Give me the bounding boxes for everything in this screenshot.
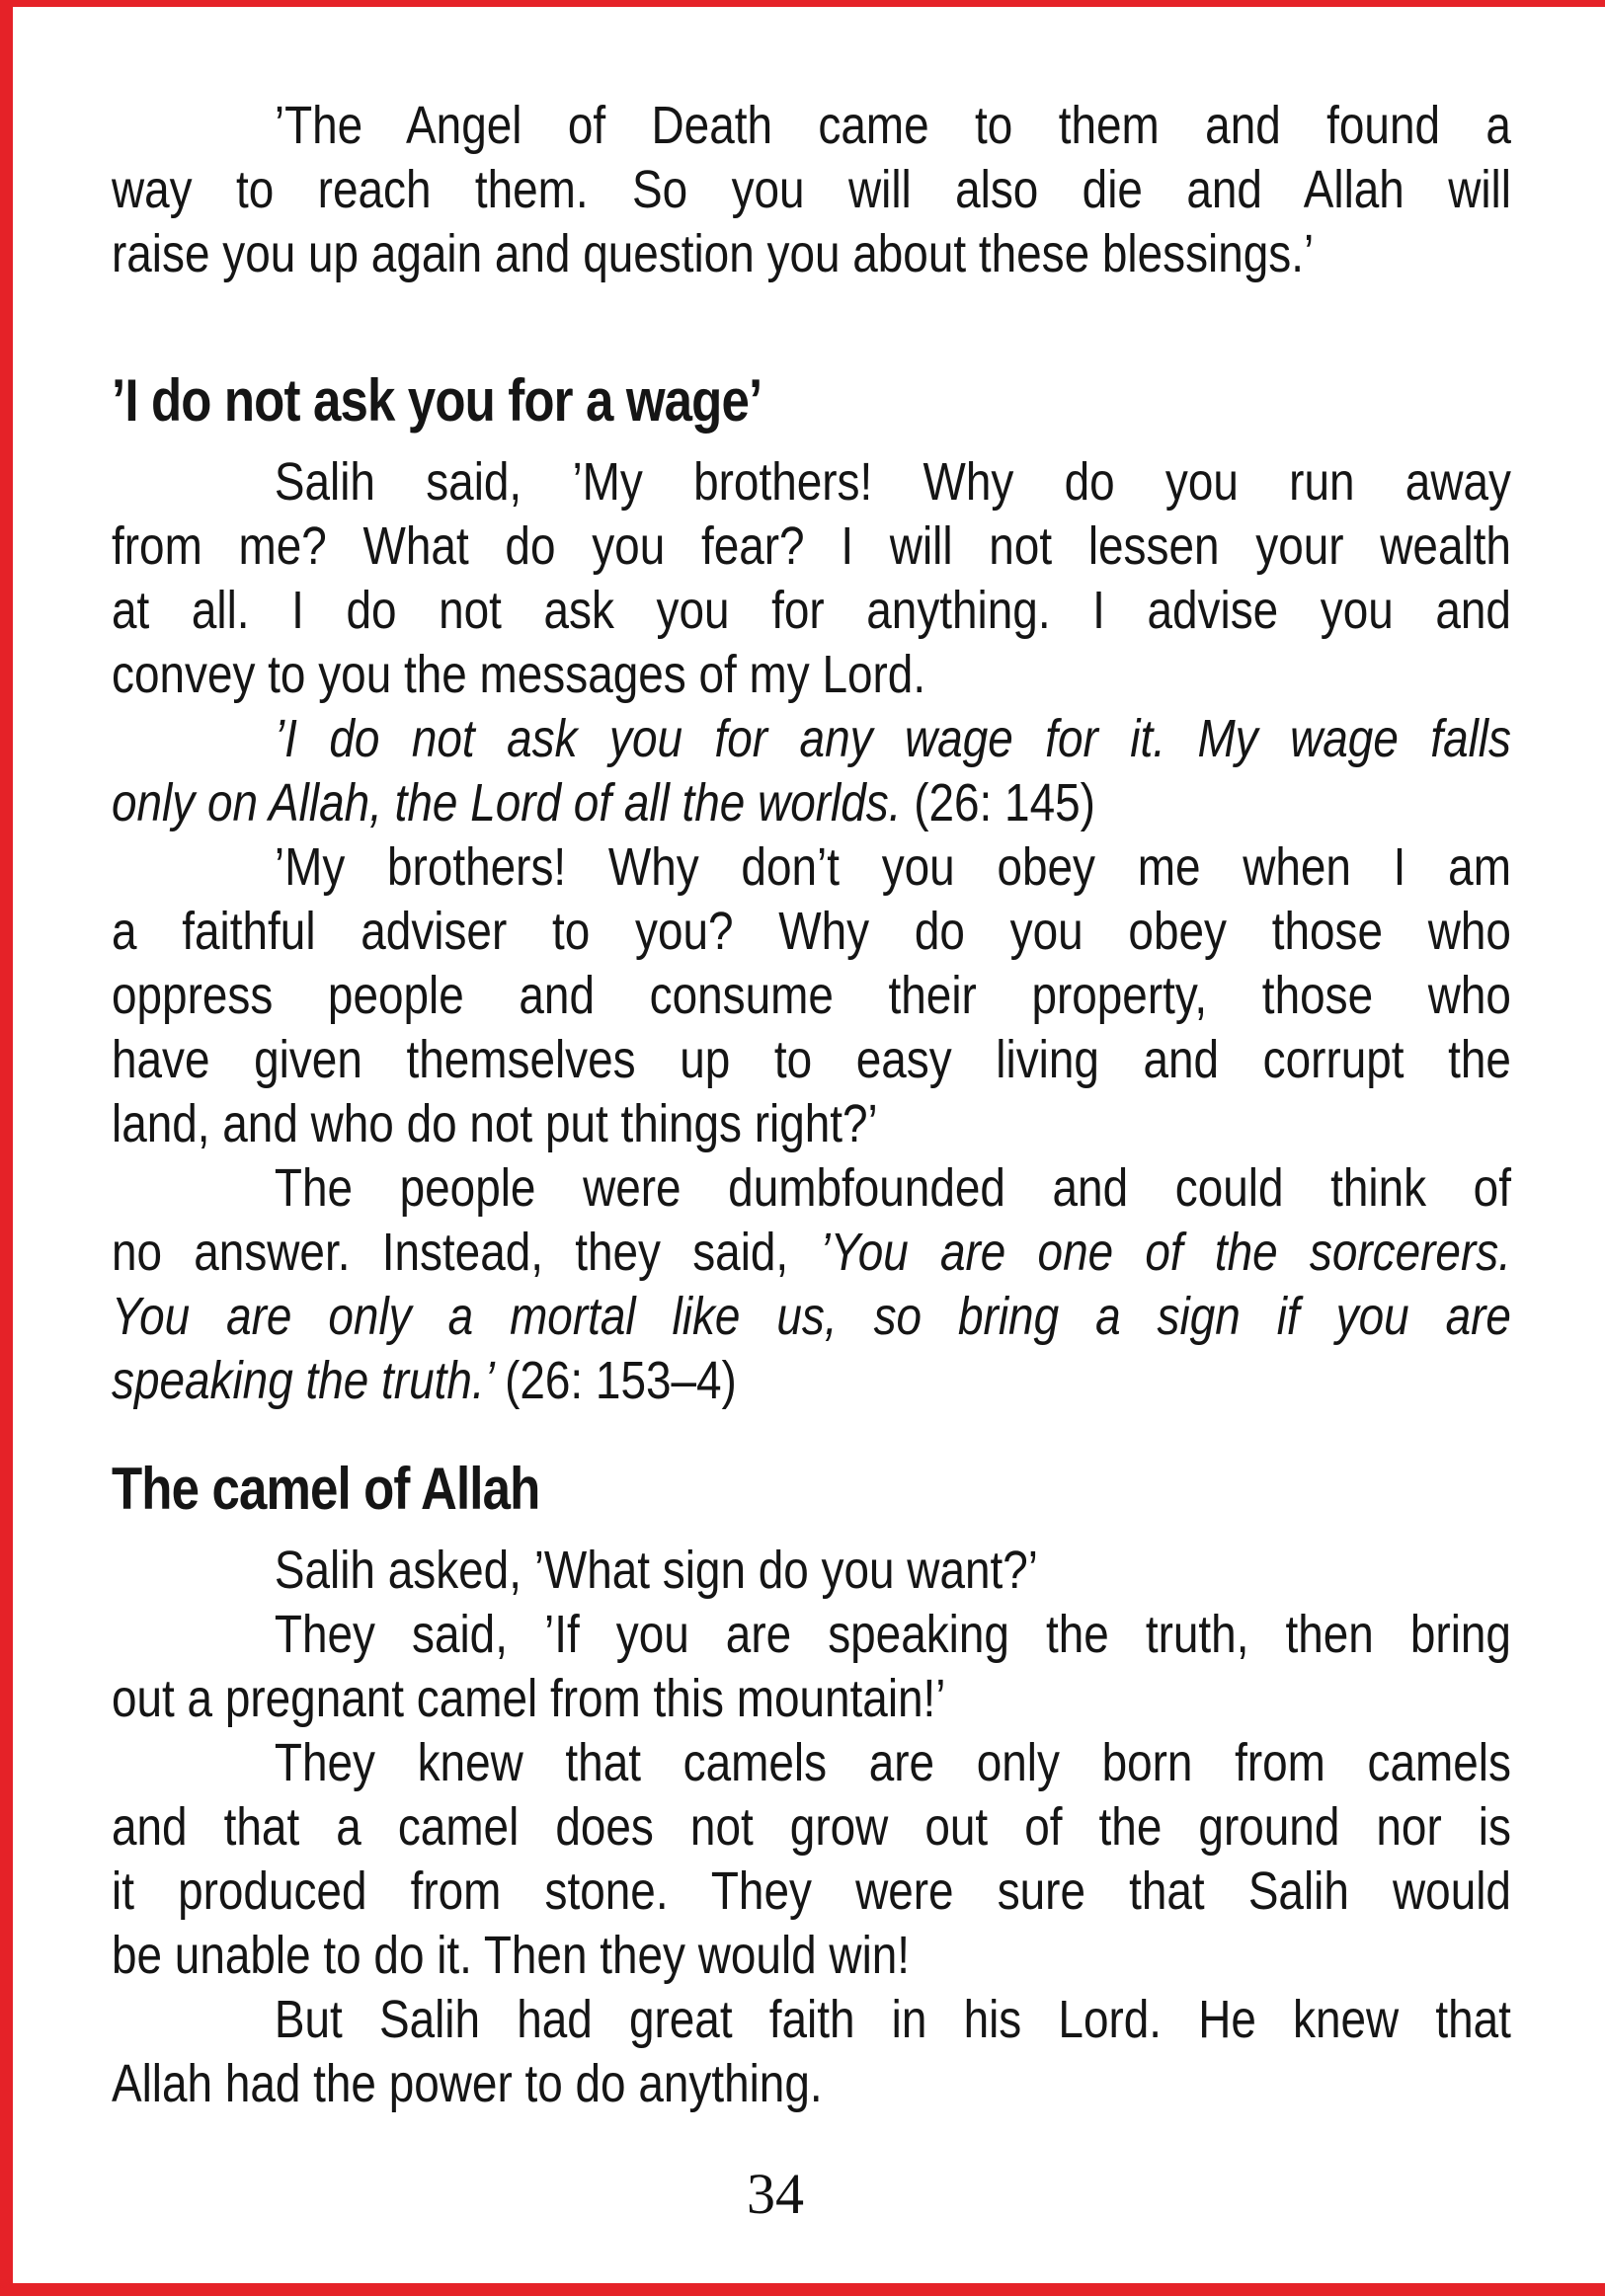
text-line — [112, 1667, 1511, 1731]
body-text: convey to you the messages of my Lord. — [112, 645, 926, 704]
text-line — [112, 94, 1511, 158]
body-text: from me? What do you fear? I will not lessen your wealth — [112, 516, 1511, 576]
paragraph — [112, 1539, 1511, 1603]
text-line — [112, 900, 1511, 964]
text-line — [112, 2052, 1511, 2116]
body-text: (26: 145) — [914, 773, 1095, 832]
body-text: and that a camel does not grow out of the ground nor is — [112, 1797, 1511, 1857]
text-line — [112, 1221, 1511, 1285]
body-text: But Salih had great faith in his Lord. He knew that — [274, 1990, 1511, 2049]
text-line — [112, 1924, 1511, 1988]
body-text: be unable to do it. Then they would win! — [112, 1926, 911, 1985]
paragraph — [112, 835, 1511, 1156]
body-text: (26: 153–4) — [505, 1351, 737, 1410]
body-text: oppress people and consume their property, those who — [112, 966, 1511, 1025]
body-text: ’The Angel of Death came to them and found a — [274, 96, 1511, 155]
quote-italic-text: speaking the truth.’ — [112, 1351, 506, 1410]
text-line — [112, 1028, 1511, 1092]
body-text: Salih asked, ’What sign do you want?’ — [274, 1541, 1038, 1600]
body-text: way to reach them. So you will also die and Allah will — [112, 160, 1511, 219]
paragraph — [112, 94, 1511, 286]
body-text: They knew that camels are only born from camels — [274, 1733, 1511, 1792]
text-line — [112, 1092, 1511, 1156]
section-heading-wage: ’I do not ask you for a wage’ — [112, 367, 762, 434]
page-edge-left — [0, 0, 13, 2296]
text-line — [112, 515, 1511, 579]
page-content — [112, 0, 1511, 2116]
text-line — [112, 158, 1511, 222]
text-line — [112, 1731, 1511, 1795]
body-text: Allah had the power to do anything. — [112, 2054, 823, 2113]
text-line — [112, 1988, 1511, 2052]
text-line — [112, 222, 1511, 286]
page-number: 34 — [747, 2162, 804, 2226]
body-text: land, and who do not put things right?’ — [112, 1094, 878, 1153]
body-text: have given themselves up to easy living and corrupt the — [112, 1030, 1511, 1089]
body-text: ’My brothers! Why don’t you obey me when I am — [274, 837, 1511, 897]
quote-italic-text: You are only a mortal like us, so bring a sign if you are — [112, 1287, 1511, 1346]
paragraph — [112, 1603, 1511, 1731]
text-line — [112, 964, 1511, 1028]
quote-italic-text: ’I do not ask you for any wage for it. My wage falls — [274, 709, 1511, 768]
body-text: at all. I do not ask you for anything. I advise you and — [112, 581, 1511, 640]
body-text: Salih said, ’My brothers! Why do you run away — [274, 452, 1511, 512]
text-line — [112, 1539, 1511, 1603]
text-line — [112, 707, 1511, 771]
page-edge-bottom — [0, 2283, 1605, 2296]
text-line — [112, 643, 1511, 707]
text-line — [112, 771, 1511, 835]
paragraph — [112, 707, 1511, 835]
text-line — [112, 579, 1511, 643]
text-line — [112, 1349, 1511, 1413]
text-line — [112, 1860, 1511, 1924]
body-text: They said, ’If you are speaking the truth, then bring — [274, 1605, 1511, 1664]
body-text: no answer. Instead, they said, — [112, 1223, 821, 1282]
paragraph — [112, 1731, 1511, 1988]
body-text: out a pregnant camel from this mountain!’ — [112, 1669, 946, 1728]
text-line — [112, 835, 1511, 900]
body-text: raise you up again and question you about these blessings.’ — [112, 224, 1315, 283]
paragraph — [112, 1988, 1511, 2116]
paragraph — [112, 450, 1511, 707]
paragraph — [112, 1156, 1511, 1413]
section-heading-camel: The camel of Allah — [112, 1456, 540, 1522]
text-line — [112, 1156, 1511, 1221]
body-text: a faithful adviser to you? Why do you obey those who — [112, 902, 1511, 961]
text-line — [112, 1285, 1511, 1349]
body-text: The people were dumbfounded and could think of — [274, 1158, 1511, 1218]
quote-italic-text: ’You are one of the sorcerers. — [820, 1223, 1511, 1282]
text-line — [112, 1795, 1511, 1860]
body-text: it produced from stone. They were sure that Salih would — [112, 1861, 1511, 1921]
text-line — [112, 450, 1511, 515]
text-line — [112, 1603, 1511, 1667]
quote-italic-text: only on Allah, the Lord of all the worlds. — [112, 773, 915, 832]
